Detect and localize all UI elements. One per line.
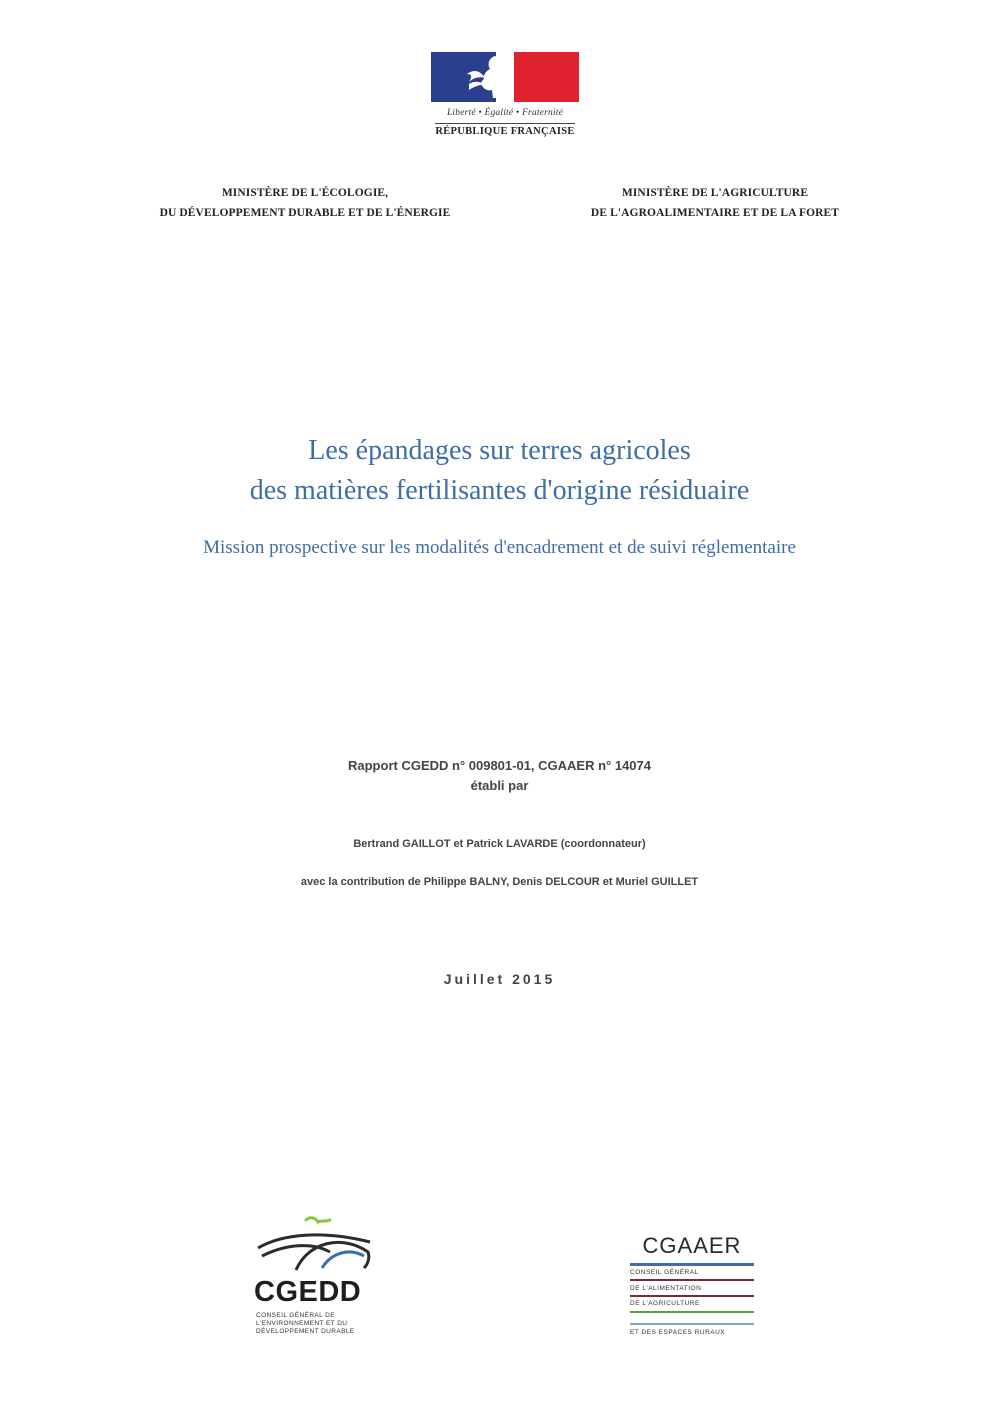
cgaaer-line: ET DES ESPACES RURAUX bbox=[630, 1329, 726, 1336]
ministry-ecology bbox=[120, 183, 490, 223]
cgaaer-line: CONSEIL GÉNÉRAL bbox=[630, 1269, 699, 1276]
document-title-line-1: Les épandages sur terres agricoles bbox=[308, 435, 691, 466]
ministry-ecology-line-1: MINISTÈRE DE L'ÉCOLOGIE, bbox=[221, 187, 389, 199]
tricolor-flag bbox=[431, 52, 579, 102]
cgedd-name: CGEDD bbox=[254, 1276, 362, 1308]
cgaaer-logo bbox=[628, 1225, 756, 1345]
republique-francaise-logo bbox=[431, 52, 581, 142]
report-authors: Bertrand GAILLOT et Patrick LAVARDE (coordonnateur) bbox=[353, 838, 646, 850]
cgaaer-name: CGAAER bbox=[642, 1233, 742, 1258]
cgaaer-bar bbox=[630, 1295, 754, 1297]
cgedd-subtitle bbox=[256, 1312, 380, 1336]
cgaaer-blue-bar bbox=[630, 1263, 754, 1266]
report-reference: Rapport CGEDD n° 009801-01, CGAAER n° 14074 bbox=[348, 758, 651, 773]
cgedd-emblem-icon bbox=[252, 1212, 382, 1276]
marianne-profile-icon bbox=[459, 52, 529, 102]
established-by: établi par bbox=[470, 778, 529, 793]
cgaaer-lightblue-bar bbox=[630, 1323, 754, 1325]
cgedd-logo bbox=[252, 1212, 382, 1347]
cgedd-subtitle-line: CONSEIL GÉNÉRAL DE bbox=[256, 1312, 335, 1319]
logo-divider bbox=[435, 123, 575, 124]
ministry-ecology-line-2: DU DÉVELOPPEMENT DURABLE ET DE L'ÉNERGIE bbox=[159, 207, 451, 219]
ministry-agriculture-line-1: MINISTÈRE DE L'AGRICULTURE bbox=[621, 187, 809, 199]
republic-motto: Liberté • Égalité • Fraternité bbox=[446, 108, 564, 118]
cgedd-subtitle-line: L'ENVIRONNEMENT ET DU bbox=[256, 1320, 348, 1327]
cgaaer-line: DE L'ALIMENTATION bbox=[630, 1285, 702, 1292]
report-contributors: avec la contribution de Philippe BALNY, Denis DELCOUR et Muriel GUILLET bbox=[300, 876, 699, 888]
cgaaer-line: DE L'AGRICULTURE bbox=[630, 1300, 700, 1307]
cgaaer-green-bar bbox=[630, 1311, 754, 1313]
cgedd-subtitle-line: DÉVELOPPEMENT DURABLE bbox=[256, 1328, 355, 1335]
document-subtitle: Mission prospective sur les modalités d'encadrement et de suivi réglementaire bbox=[203, 537, 796, 558]
republic-label: RÉPUBLIQUE FRANÇAISE bbox=[435, 126, 575, 137]
cgaaer-bar bbox=[630, 1279, 754, 1281]
report-date: Juillet 2015 bbox=[443, 971, 556, 987]
ministry-agriculture bbox=[530, 183, 900, 223]
document-title-line-2: des matières fertilisantes d'origine résiduaire bbox=[249, 475, 750, 506]
ministry-agriculture-line-2: DE L'AGROALIMENTAIRE ET DE LA FORET bbox=[590, 207, 840, 219]
